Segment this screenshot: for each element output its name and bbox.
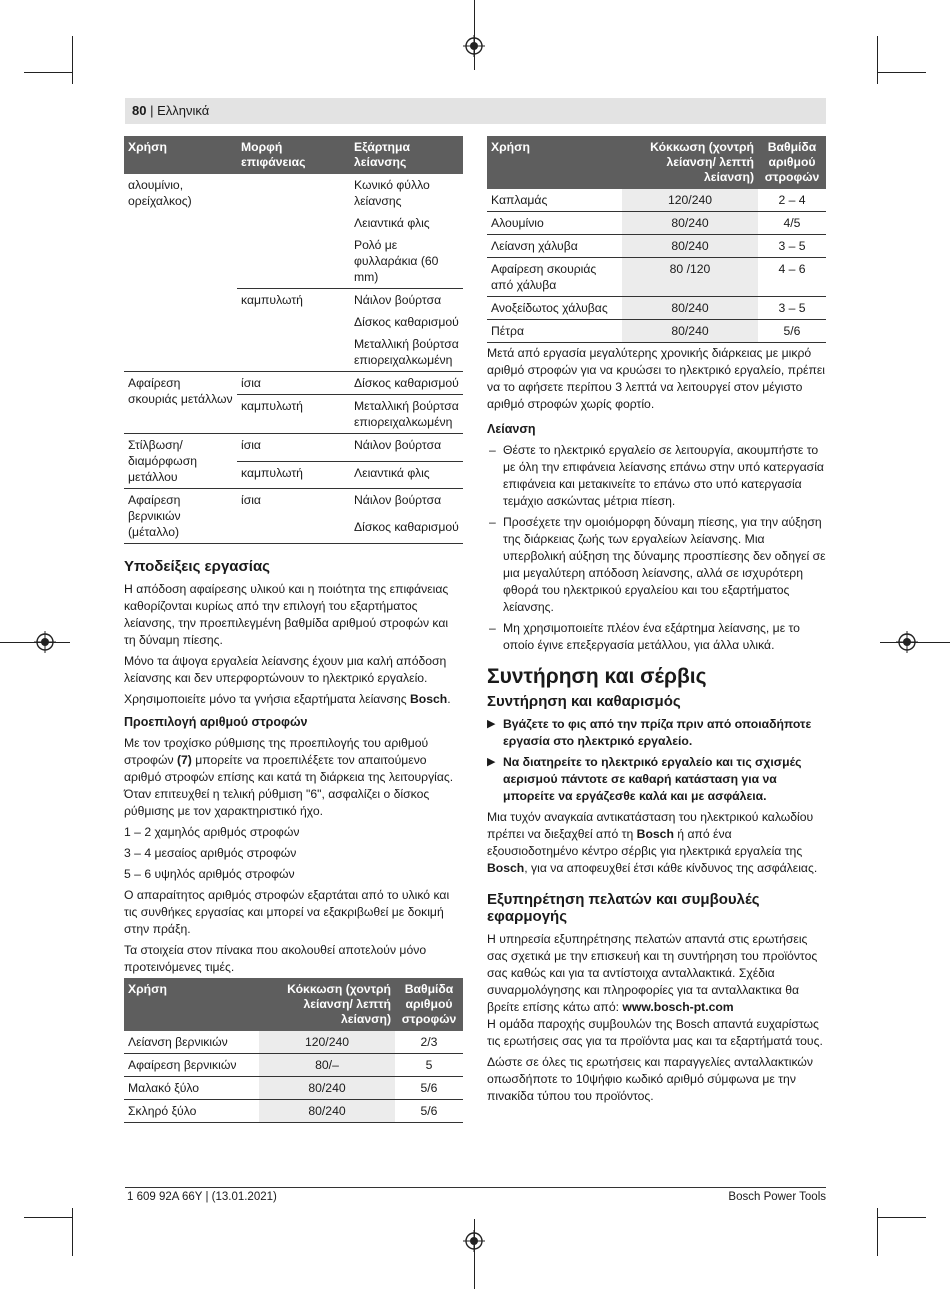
list-item xyxy=(487,716,826,750)
table-header: Βαθμίδα αριθμού στροφών xyxy=(395,978,463,1031)
table-cell: 120/240 xyxy=(622,189,758,212)
list-item: – Προσέχετε την ομοιόμορφη δύναμη πίεσης, για την αύξηση της διάρκειας ζωής των εργαλείων λείανσης. Μια υπερβολική αύξηση της δύναμης προσπίεσης δεν οδηγεί σε μια μεγαλύτερη απόδοση λείανσης, αλλά σε ισχυρότερη φθορά του ηλεκτρικού εργαλείου και του εξαρτήματος λείανσης. xyxy=(487,514,826,616)
table-cell-accessory: Λειαντικά φλις xyxy=(354,216,430,230)
table-header-row xyxy=(124,136,463,174)
table-header: Χρήση xyxy=(124,136,237,174)
table-cell: Ανοξείδωτος χάλυβας xyxy=(487,297,622,320)
table-cell-accessory: Μεταλλική βούρτσα επιορειχαλκωμένη xyxy=(350,395,463,434)
footer-brand: Bosch Power Tools xyxy=(728,1191,826,1203)
table-row xyxy=(124,1031,463,1054)
table-header: Μορφή επιφάνειας xyxy=(237,136,350,174)
paragraph: Η απόδοση αφαίρεσης υλικού και η ποιότητα της επιφάνειας καθορίζονται κυρίως από την επιλογή του εξαρτήματος λείανσης, την προεπιλεγμένη βαθμίδα αριθμού στροφών και τη δύναμη πίεσης. xyxy=(124,582,449,647)
list-item: – Θέστε το ηλεκτρικό εργαλείο σε λειτουργία, ακουμπήστε το με όλη την επιφάνεια λείανσης επάνω στην υπό κατεργασία επιφάνεια και μετακινείτε το επάνω στο υπό κατεργασία τεμάχιο ασκώντας μέτρια πίεση. xyxy=(487,442,826,510)
list-item: – Μη χρησιμοποιείτε πλέον ένα εξάρτημα λείανσης, με το οποίο έγινε επεξεργασία μετάλλου, για άλλα υλικά. xyxy=(487,620,826,654)
tips-title: Υποδείξεις εργασίας xyxy=(124,558,270,575)
crop-mark xyxy=(24,1217,72,1218)
paragraph: Μια τυχόν αναγκαία αντικατάσταση του ηλεκτρικού καλωδίου πρέπει να διεξαχθεί από τη Bosch ή από ένα εξουσιοδοτημένο κέντρο σέρβις για ηλεκτρικά εργαλεία της Bosch, για να αποφευχθεί έτσι κάθε κίνδυνος της ασφάλειας. xyxy=(487,810,818,875)
speed-level: 5 – 6 υψηλός αριθμός στροφών xyxy=(124,867,295,881)
table-cell: 5/6 xyxy=(395,1100,463,1123)
speed-table-left xyxy=(124,978,463,1123)
table-cell-accessory: Κωνικό φύλλο λείανσης xyxy=(354,178,430,208)
table-cell-accessory: Λειαντικά φλις xyxy=(350,461,463,489)
table-row xyxy=(487,189,826,212)
table-cell: Πέτρα xyxy=(487,320,622,343)
table-cell: Λείανση βερνικιών xyxy=(124,1031,259,1054)
footer-doc-number: 1 609 92A 66Y | (13.01.2021) xyxy=(127,1191,277,1203)
table-cell-form: καμπυλωτή xyxy=(237,395,350,434)
table-cell-accessory: Δίσκος καθαρισμού xyxy=(354,315,459,329)
table-cell: 3 – 5 xyxy=(758,235,826,258)
table-row xyxy=(124,174,463,212)
table-cell-form xyxy=(237,174,350,289)
table-cell-accessory: Νάιλον βούρτσα xyxy=(350,434,463,462)
paragraph: Μόνο τα άψογα εργαλεία λείανσης έχουν μια καλή απόδοση λείανσης και δεν υπερφορτώνουν το ηλεκτρικό εργαλείο. xyxy=(124,654,447,685)
table-cell-use: Αφαίρεση βερνικιών (μέταλλο) xyxy=(124,489,237,544)
table-row xyxy=(124,489,463,517)
table-cell: Αφαίρεση σκουριάς από χάλυβα xyxy=(487,258,622,297)
table-cell-accessory: Δίσκος καθαρισμού xyxy=(350,516,463,544)
left-column xyxy=(124,136,463,1123)
page-header xyxy=(125,98,826,124)
table-row xyxy=(124,434,463,462)
table-cell: 5/6 xyxy=(395,1077,463,1100)
table-cell: 4 – 6 xyxy=(758,258,826,297)
table-cell-form: ίσια xyxy=(237,489,350,544)
table-header: Χρήση xyxy=(124,978,259,1031)
crop-mark xyxy=(24,72,72,73)
table-cell-form: ίσια xyxy=(237,434,350,462)
registration-mark-icon xyxy=(896,631,918,653)
crop-mark xyxy=(72,36,73,84)
table-header: Κόκκωση (χοντρή λείανση/ λεπτή λείανση) xyxy=(259,978,395,1031)
table-cell: Αλουμίνιο xyxy=(487,212,622,235)
triangle-bullet-icon: ▶ xyxy=(487,756,496,768)
table-cell: 80 /120 xyxy=(622,258,758,297)
table-cell-use: αλουμίνιο, ορείχαλκος) xyxy=(128,178,192,208)
table-cell: 80/240 xyxy=(622,235,758,258)
table-row xyxy=(487,235,826,258)
table-cell: 120/240 xyxy=(259,1031,395,1054)
speed-preselect-title: Προεπιλογή αριθμού στροφών xyxy=(124,715,308,729)
table-header: Βαθμίδα αριθμού στροφών xyxy=(758,136,826,189)
table-cell: 5/6 xyxy=(758,320,826,343)
footer-rule xyxy=(125,1187,826,1188)
table-cell: 80/240 xyxy=(622,212,758,235)
table-cell-accessory: Μεταλλική βούρτσα επιορειχαλκωμένη xyxy=(354,337,459,367)
table-cell: 80/– xyxy=(259,1054,395,1077)
maintenance-subtitle: Συντήρηση και καθαρισμός xyxy=(487,693,681,710)
table-cell-form: καμπυλωτή xyxy=(237,461,350,489)
crop-mark xyxy=(877,36,878,84)
service-title: Εξυπηρέτηση πελατών και συμβουλές εφαρμογής xyxy=(487,891,760,925)
table-cell: 3 – 5 xyxy=(758,297,826,320)
paragraph: Η ομάδα παροχής συμβουλών της Bosch απαντά ευχαρίστως τις ερωτήσεις σας για τα προϊόντα μας και τα εξαρτήματά τους. xyxy=(487,1017,823,1048)
page-language: Ελληνικά xyxy=(157,103,210,118)
table-row xyxy=(124,1077,463,1100)
table-header: Χρήση xyxy=(487,136,622,189)
table-cell: 2/3 xyxy=(395,1031,463,1054)
table-row xyxy=(124,1054,463,1077)
registration-mark-icon xyxy=(463,35,485,57)
crop-mark xyxy=(878,1217,926,1218)
crop-mark xyxy=(877,1208,878,1256)
list-item-text: Να διατηρείτε το ηλεκτρικό εργαλείο και τις σχισμές αερισμού πάντοτε σε καθαρή κατάσταση για να μπορείτε να εργάζεσθε καλά και με ασφάλεια. xyxy=(503,755,802,803)
table-cell: Αφαίρεση βερνικιών xyxy=(124,1054,259,1077)
crop-mark xyxy=(72,1208,73,1256)
page-header-text: 80 | Ελληνικά xyxy=(132,103,210,118)
table-cell: Καπλαμάς xyxy=(487,189,622,212)
registration-mark-icon xyxy=(34,631,56,653)
speed-level: 3 – 4 μεσαίος αριθμός στροφών xyxy=(124,846,297,860)
table-row xyxy=(124,1100,463,1123)
table-row xyxy=(487,297,826,320)
table-cell-accessory: Δίσκος καθαρισμού xyxy=(350,372,463,395)
table-row xyxy=(124,372,463,395)
sanding-list xyxy=(487,442,826,654)
table-cell: 80/240 xyxy=(259,1077,395,1100)
table-cell-form: καμπυλωτή xyxy=(237,289,350,372)
table-cell: Σκληρό ξύλο xyxy=(124,1100,259,1123)
table-header-row xyxy=(487,136,826,189)
table-row xyxy=(487,258,826,297)
table-cell-use: Αφαίρεση σκουριάς μετάλλων xyxy=(124,372,237,434)
table-cell: 4/5 xyxy=(758,212,826,235)
maintenance-list xyxy=(487,716,826,805)
table-cell-accessory: Νάιλον βούρτσα xyxy=(350,289,463,312)
paragraph: Δώστε σε όλες τις ερωτήσεις και παραγγελίες ανταλλακτικών οπωσδήποτε το 10ψήφιο κωδικό αριθμό σύμφωνα με την πινακίδα τύπου του προϊόντος. xyxy=(487,1055,813,1103)
table-cell-form: ίσια xyxy=(237,372,350,395)
table-cell: Μαλακό ξύλο xyxy=(124,1077,259,1100)
paragraph: Με τον τροχίσκο ρύθμισης της προεπιλογής του αριθμού στροφών (7) μπορείτε να προεπιλέξετε τον απαιτούμενο αριθμό στροφών επίσης και κατά τη διάρκεια της λειτουργίας. Όταν επιτευχθεί η τελική ρύθμιση "6", ασφαλίζει ο δίσκος ρύθμισης με τον χαρακτηριστικό ήχο. xyxy=(124,736,454,818)
table-cell: 5 xyxy=(395,1054,463,1077)
paragraph: Μετά από εργασία μεγαλύτερης χρονικής διάρκειας με μικρό αριθμό στροφών για να κρυώσει το ηλεκτρικό εργαλείο, πρέπει να το αφήσετε περίπου 3 λεπτά να λειτουργεί στον μέγιστο αριθμό στροφών χωρίς φορτίο. xyxy=(487,346,825,411)
crop-mark xyxy=(878,72,926,73)
paragraph: Τα στοιχεία στον πίνακα που ακολουθεί αποτελούν μόνο προτεινόμενες τιμές. xyxy=(124,943,427,974)
paragraph: Η υπηρεσία εξυπηρέτησης πελατών απαντά στις ερωτήσεις σας σχετικά με την επισκευή και τη συντήρηση του προϊόντος σας καθώς και για τα αντίστοιχα ανταλλακτικά. Σχέδια συναρμολόγησης και πληροφορίες για τα ανταλλακτικα θα βρείτε επίσης κάτω από: www.bosch-pt.com xyxy=(487,932,818,1014)
list-item xyxy=(487,754,826,805)
table-header: Κόκκωση (χοντρή λείανση/ λεπτή λείανση) xyxy=(622,136,758,189)
maintenance-title: Συντήρηση και σέρβις xyxy=(487,665,707,688)
speed-level: 1 – 2 χαμηλός αριθμός στροφών xyxy=(124,825,300,839)
table-cell-use: Στίλβωση/ διαμόρφωση μετάλλου xyxy=(124,434,237,489)
table-row xyxy=(487,320,826,343)
right-column xyxy=(487,136,826,1109)
speed-table-right xyxy=(487,136,826,343)
table-row xyxy=(487,212,826,235)
table-header: Εξάρτημα λείανσης xyxy=(350,136,463,174)
table-cell: 80/240 xyxy=(622,320,758,343)
paragraph: Ο απαραίτητος αριθμός στροφών εξαρτάται από το υλικό και τις συνθήκες εργασίας και μπορεί να εξακριβωθεί με δοκιμή στην πράξη. xyxy=(124,888,450,936)
table-header-row xyxy=(124,978,463,1031)
list-item-text: Βγάζετε το φις από την πρίζα πριν από οποιαδήποτε εργασία στο ηλεκτρικό εργαλείο. xyxy=(503,717,812,748)
table-cell-accessory: Ρολό με φυλλαράκια (60 mm) xyxy=(354,238,439,284)
surface-table xyxy=(124,136,463,544)
table-cell: 80/240 xyxy=(622,297,758,320)
table-cell-accessory: Νάιλον βούρτσα xyxy=(350,489,463,517)
registration-mark-icon xyxy=(463,1230,485,1252)
table-cell: 80/240 xyxy=(259,1100,395,1123)
page-number: 80 xyxy=(132,103,147,118)
triangle-bullet-icon: ▶ xyxy=(487,718,496,730)
table-cell: 2 – 4 xyxy=(758,189,826,212)
paragraph: Χρησιμοποιείτε μόνο τα γνήσια εξαρτήματα λείανσης Bosch. xyxy=(124,692,451,706)
sanding-title: Λείανση xyxy=(487,422,536,436)
table-cell: Λείανση χάλυβα xyxy=(487,235,622,258)
